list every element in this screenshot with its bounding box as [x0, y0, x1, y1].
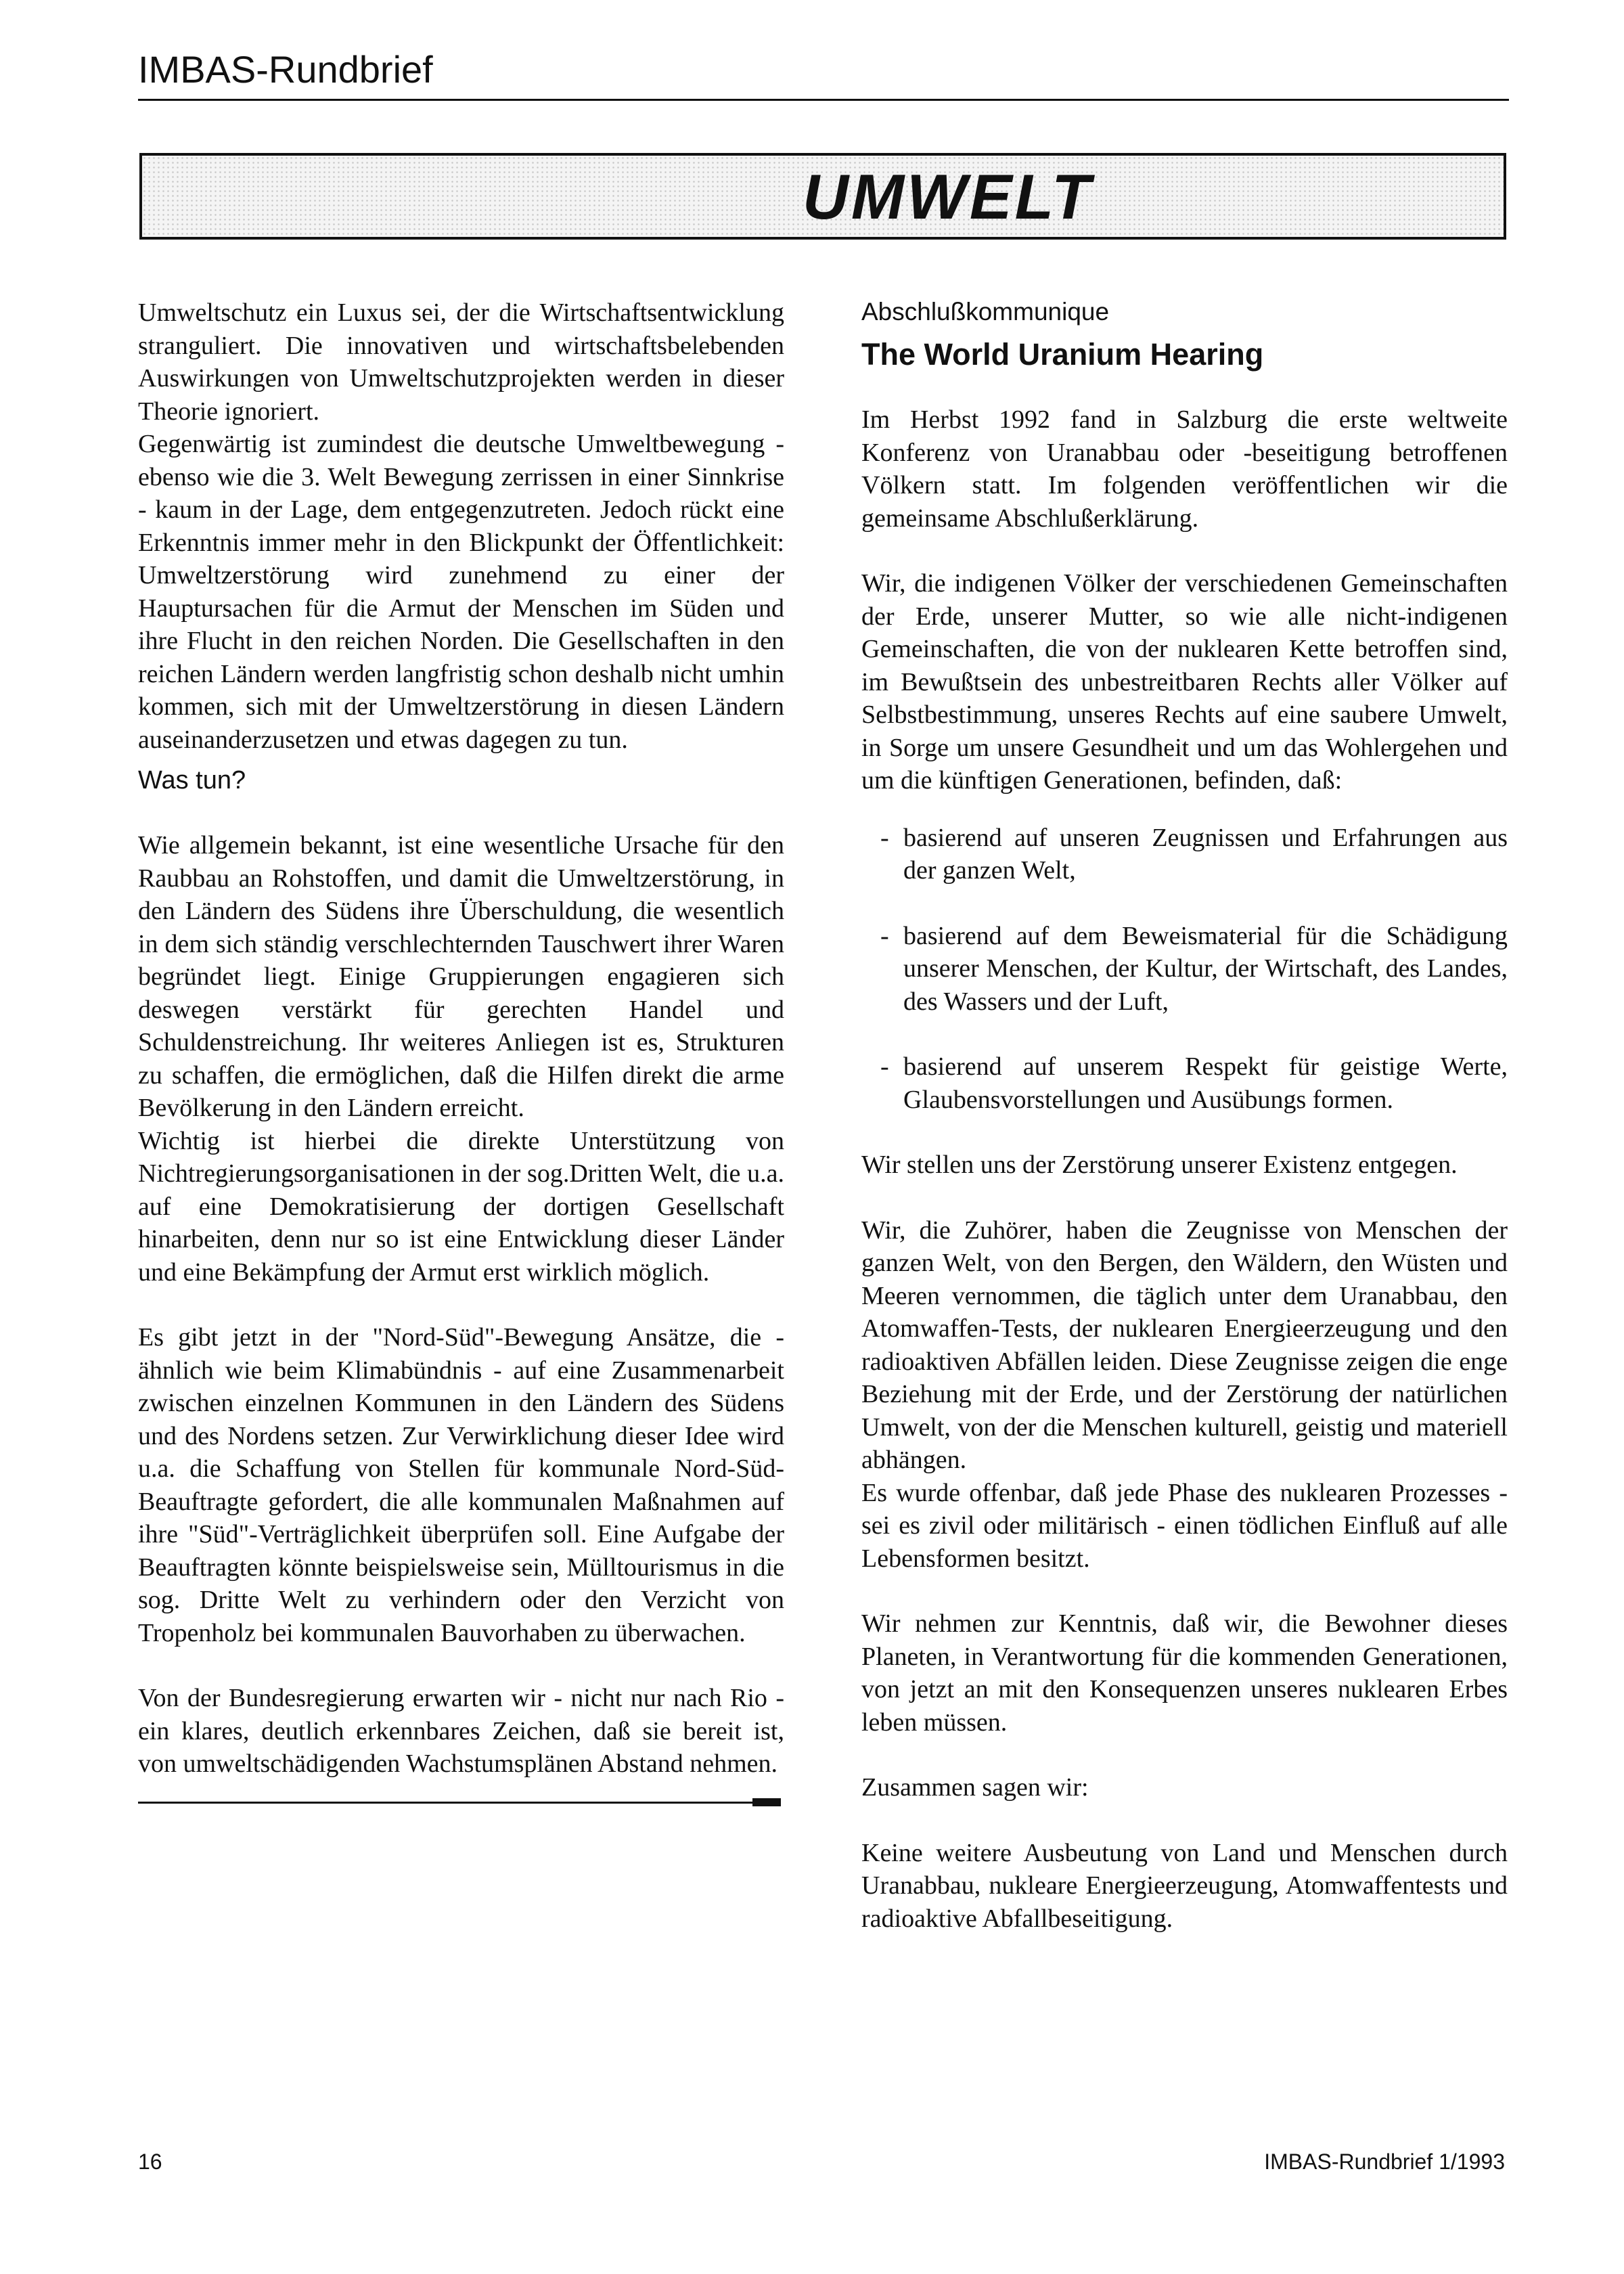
list-item: - basierend auf unseren Zeugnissen und Erfahrungen aus der ganzen Welt,: [903, 822, 1508, 887]
left-paragraph-5: Es gibt jetzt in der "Nord-Süd"-Bewegung Ansätze, die - ähnlich wie beim Klimabündnis - auf eine Zusammenarbeit zwischen einzelnen Kommunen in den Ländern des Südens und des Nordens setzen. Zur Verwirklichung dieser Idee wird u.a. die Schaffung von Stellen für kommunale Nord-Süd-Beauftragte gefordert, die alle kommunalen Maßnahmen auf ihre "Süd"-Verträglichkeit überprüfen soll. Eine Aufgabe der Beauftragten könnte beispielsweise sein, Mülltourismus in die sog. Dritte Welt zu verhindern oder den Verzicht von Tropenholz bei kommunalen Bauvorhaben zu überwachen.: [138, 1323, 784, 1647]
right-paragraph-7: Keine weitere Ausbeutung von Land und Menschen durch Uranabbau, nukleare Energieerzeugung, Atomwaffentests und radioaktive Abfallbeseitigung.: [861, 1838, 1508, 1933]
end-mark: [752, 1798, 781, 1806]
header-rule: [138, 99, 1509, 101]
left-column: [138, 296, 784, 1806]
list-item: - basierend auf unserem Respekt für geistige Werte, Glaubensvorstellungen und Ausübungs formen.: [903, 1050, 1508, 1116]
page-number: 16: [138, 2149, 162, 2174]
right-paragraph-2: Wir stellen uns der Zerstörung unserer Existenz entgegen.: [861, 1151, 1458, 1179]
right-paragraph-4: Es wurde offenbar, daß jede Phase des nuklearen Prozesses - sei es zivil oder militärisch - einen tödlichen Einfluß auf alle Lebensformen besitzt.: [861, 1478, 1508, 1573]
declaration-list: [861, 822, 1508, 1117]
footer-issue-label: IMBAS-Rundbrief 1/1993: [1264, 2149, 1505, 2174]
left-paragraph-2: Gegenwärtig ist zumindest die deutsche Umweltbewegung - ebenso wie die 3. Welt Bewegung zerrissen in einer Sinnkrise - kaum in der Lage, dem entgegenzutreten. Jedoch rückt eine Erkenntnis immer mehr in den Blickpunkt der Öffentlichkeit: Umweltzerstörung wird zunehmend zu einer der Hauptursachen für die Armut der Menschen im Süden und ihre Flucht in den reichen Norden. Die Gesellschaften in den reichen Ländern werden langfristig schon deshalb nicht umhin kommen, sich mit der Umweltzerstörung in diesen Ländern auseinanderzusetzen und etwas dagegen zu tun.: [138, 430, 784, 754]
left-paragraph-3: Wie allgemein bekannt, ist eine wesentliche Ursache für den Raubbau an Rohstoffen, und damit die Umweltzerstörung, in den Ländern des Südens ihre Überschuldung, die wesentlich in dem sich ständig verschlechternden Tauschwert ihrer Waren begründet liegt. Einige Gruppierungen engagieren sich deswegen verstärkt für gerechten Handel und Schuldenstreichung. Ihr weiteres Anliegen ist es, Strukturen zu schaffen, die ermöglichen, daß die Hilfen direkt die arme Bevölkerung in den Ländern erreicht.: [138, 831, 784, 1122]
list-item: - basierend auf dem Beweismaterial für die Schädigung unserer Menschen, der Kultur, der Wirtschaft, des Landes, des Wassers und der Luft,: [903, 920, 1508, 1019]
right-paragraph-5: Wir nehmen zur Kenntnis, daß wir, die Bewohner dieses Planeten, in Verantwortung für die kommenden Generationen, von jetzt an mit den Konsequenzen unseres nuklearen Erbes leben müssen.: [861, 1609, 1508, 1737]
section-banner-title: UMWELT: [803, 161, 1093, 232]
right-paragraph-3: Wir, die Zuhörer, haben die Zeugnisse von Menschen der ganzen Welt, von den Bergen, den Wäldern, den Wüsten und Meeren vernommen, die täglich unter dem Uranabbau, den Atomwaffen-Tests, der nuklearen Energieerzeugung und den radioaktiven Abfällen leiden. Diese Zeugnisse zeigen die enge Beziehung mit der Erde, und der Zerstörung der natürlichen Umwelt, von der die Menschen kulturell, geistig und materiell abhängen.: [861, 1216, 1508, 1474]
right-intro-paragraph: Im Herbst 1992 fand in Salzburg die erste weltweite Konferenz von Uranabbau oder -beseitigung betroffenen Völkern statt. Im folgenden veröffentlichen wir die gemeinsame Abschlußerklärung.: [861, 405, 1508, 533]
left-paragraph-6: Von der Bundesregierung erwarten wir - nicht nur nach Rio - ein klares, deutlich erkennbares Zeichen, daß sie bereit ist, von umweltschädigenden Wachstumsplänen Abstand nehmen.: [138, 1684, 784, 1778]
right-paragraph-1: Wir, die indigenen Völker der verschiedenen Gemeinschaften der Erde, unserer Mutter, so wie alle nicht-indigenen Gemeinschaften, die von der nuklearen Kette betroffen sind, im Bewußtsein des unbestreitbaren Rechts aller Völker auf Selbstbestimmung, unseres Rechts auf eine saubere Umwelt, in Sorge um unsere Gesundheit und um das Wohlergehen und um die künftigen Generationen, befinden, daß:: [861, 569, 1508, 795]
end-rule-line: [138, 1802, 754, 1804]
article-headline: The World Uranium Hearing: [861, 337, 1264, 372]
article-kicker: Abschlußkommunique: [861, 298, 1110, 326]
right-paragraph-6: Zusammen sagen wir:: [861, 1773, 1089, 1802]
running-header-title: IMBAS-Rundbrief: [138, 48, 433, 91]
article-end-rule: [138, 1798, 781, 1806]
left-subheading: Was tun?: [138, 766, 246, 795]
left-paragraph-4: Wichtig ist hierbei die direkte Unterstützung von Nichtregierungsorganisationen in der sog.Dritten Welt, die u.a. auf eine Demokratisierung der dortigen Gesellschaft hinarbeiten, denn nur so ist eine Entwicklung dieser Länder und eine Bekämpfung der Armut erst wirklich möglich.: [138, 1126, 784, 1287]
right-column: [861, 296, 1508, 1935]
section-banner: [139, 153, 1506, 240]
left-paragraph-1: Umweltschutz ein Luxus sei, der die Wirtschaftsentwicklung stranguliert. Die innovativen und wirtschaftsbelebenden Auswirkungen von Umweltschutzprojekten werden in dieser Theorie ignoriert.: [138, 298, 784, 426]
